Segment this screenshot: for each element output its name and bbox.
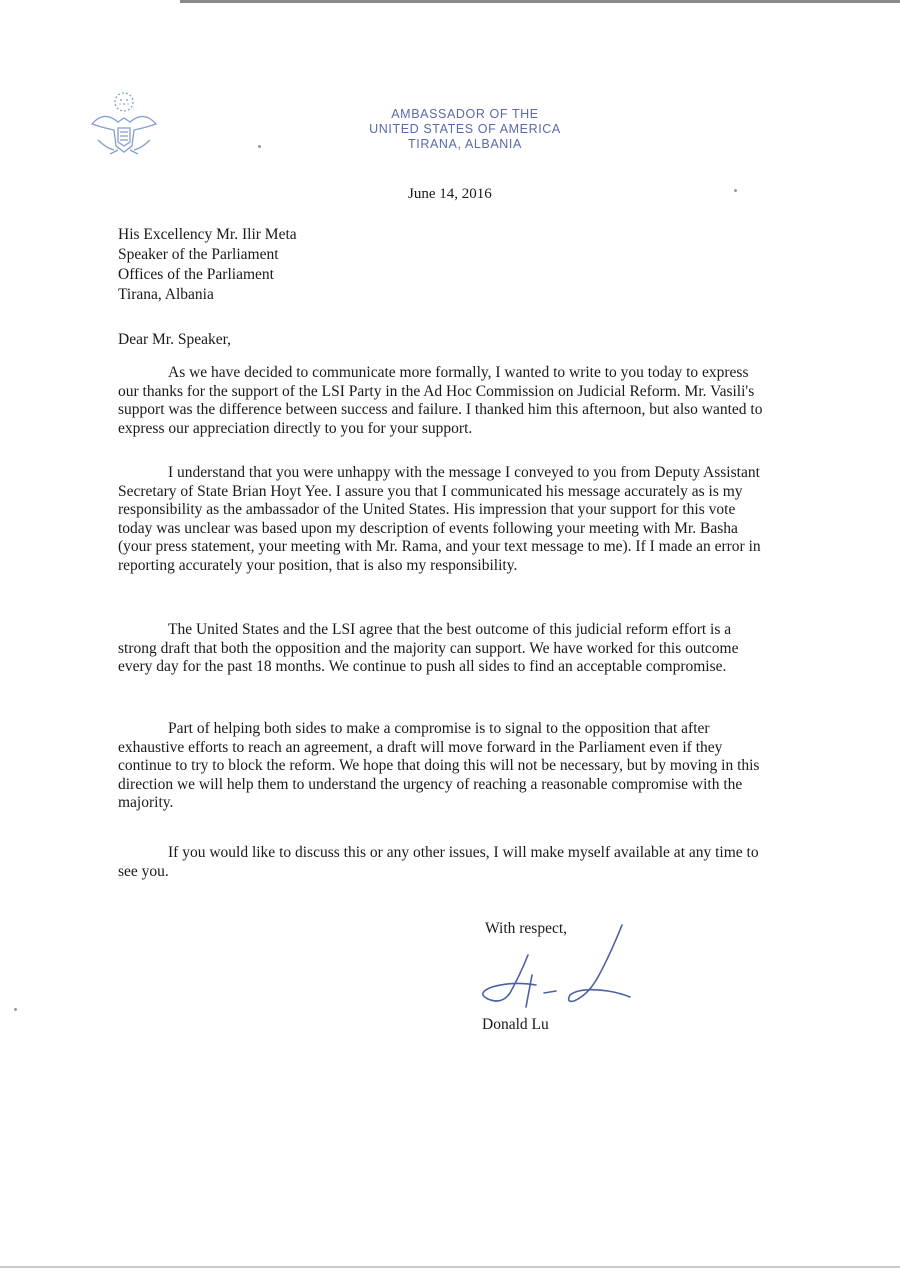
handwritten-signature — [440, 915, 640, 1025]
scan-speck — [14, 1008, 17, 1011]
recipient-line-4: Tirana, Albania — [118, 286, 214, 303]
top-edge-rule — [180, 0, 900, 3]
great-seal-icon — [84, 88, 164, 160]
body-paragraph-2: I understand that you were unhappy with the message I conveyed to you from Deputy Assistant Secretary of State Brian Hoyt Yee. I assure you that I communicated his message accurately as is my responsibility as the ambassador of the United States. His impression that your support for this vote today was unclear was based upon my description of events following your meeting with Mr. Basha (your press statement, your meeting with Mr. Rama, and your text message to me). If I made an error in reporting accurately your position, that is also my responsibility. — [118, 464, 761, 574]
body-paragraph-5: If you would like to discuss this or any other issues, I will make myself available at any time to see you. — [118, 844, 759, 880]
letterhead-line-3: TIRANA, ALBANIA — [408, 137, 522, 151]
letterhead-line-1: AMBASSADOR OF THE — [391, 107, 539, 121]
recipient-address — [118, 225, 297, 305]
salutation: Dear Mr. Speaker, — [118, 331, 232, 348]
body-paragraph-1: As we have decided to communicate more formally, I wanted to write to you today to express our thanks for the support of the LSI Party in the Ad Hoc Commission on Judicial Reform. Mr. Vasili's support was the difference between success and failure. I thanked him this afternoon, but also wanted to express our appreciation directly to you for your support. — [118, 364, 763, 437]
body-paragraph-4: Part of helping both sides to make a compromise is to signal to the opposition that after exhaustive efforts to reach an agreement, a draft will move forward in the Parliament even if they continue to try to block the reform. We hope that doing this will not be necessary, but by moving in this direction we will help them to understand the urgency of reaching a reasonable compromise with the majority. — [118, 720, 760, 811]
bottom-edge-rule — [0, 1266, 900, 1268]
letterhead — [300, 107, 630, 152]
recipient-line-2: Speaker of the Parliament — [118, 246, 279, 263]
recipient-line-1: His Excellency Mr. Ilir Meta — [118, 226, 297, 243]
scan-speck — [734, 189, 737, 192]
signer-name: Donald Lu — [482, 1016, 549, 1033]
closing: With respect, — [485, 920, 568, 937]
body-paragraph-3: The United States and the LSI agree that the best outcome of this judicial reform effort is a strong draft that both the opposition and the majority can support. We have worked for this outcome every day for the past 18 months. We continue to push all sides to find an acceptable compromise. — [118, 621, 739, 675]
letterhead-line-2: UNITED STATES OF AMERICA — [369, 122, 561, 136]
scan-speck — [258, 145, 261, 148]
recipient-line-3: Offices of the Parliament — [118, 266, 274, 283]
letter-date: June 14, 2016 — [408, 186, 492, 202]
